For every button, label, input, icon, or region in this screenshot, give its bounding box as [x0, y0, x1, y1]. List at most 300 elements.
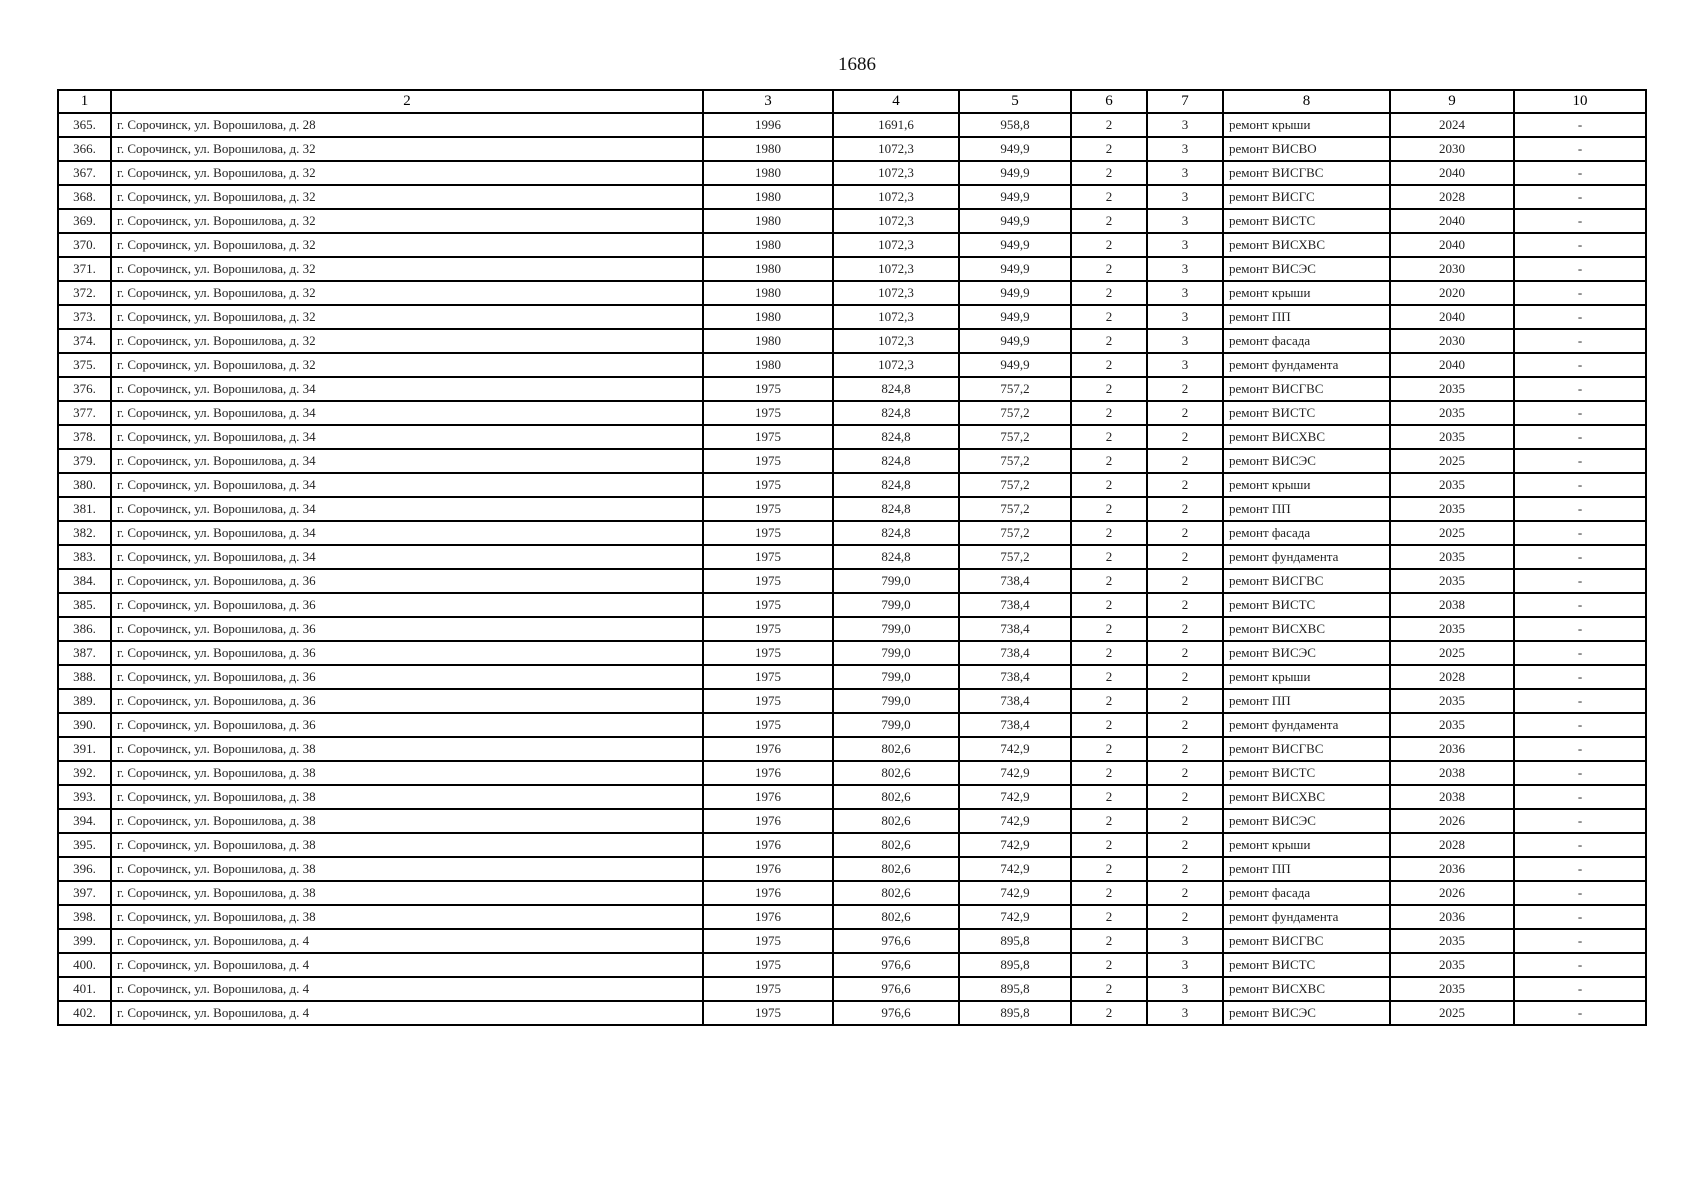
cell-col-6: 2: [1071, 233, 1147, 257]
cell-year-built: 1996: [703, 113, 833, 137]
cell-col-10: -: [1514, 905, 1646, 929]
cell-work-type: ремонт крыши: [1223, 473, 1390, 497]
cell-year-built: 1975: [703, 425, 833, 449]
cell-row-number: 367.: [58, 161, 111, 185]
cell-total-area: 799,0: [833, 665, 959, 689]
cell-col-10: -: [1514, 929, 1646, 953]
cell-col-6: 2: [1071, 977, 1147, 1001]
cell-col-6: 2: [1071, 785, 1147, 809]
cell-work-type: ремонт ВИСХВС: [1223, 977, 1390, 1001]
cell-living-area: 949,9: [959, 257, 1071, 281]
cell-living-area: 949,9: [959, 137, 1071, 161]
cell-living-area: 949,9: [959, 281, 1071, 305]
cell-planned-year: 2020: [1390, 281, 1514, 305]
cell-col-10: -: [1514, 449, 1646, 473]
cell-living-area: 895,8: [959, 977, 1071, 1001]
cell-address: г. Сорочинск, ул. Ворошилова, д. 32: [111, 209, 703, 233]
cell-address: г. Сорочинск, ул. Ворошилова, д. 34: [111, 545, 703, 569]
cell-planned-year: 2028: [1390, 185, 1514, 209]
table-row: [58, 257, 1646, 281]
table-row: [58, 425, 1646, 449]
cell-planned-year: 2035: [1390, 617, 1514, 641]
cell-total-area: 824,8: [833, 425, 959, 449]
cell-address: г. Сорочинск, ул. Ворошилова, д. 36: [111, 713, 703, 737]
cell-col-7: 3: [1147, 977, 1223, 1001]
cell-address: г. Сорочинск, ул. Ворошилова, д. 34: [111, 401, 703, 425]
cell-address: г. Сорочинск, ул. Ворошилова, д. 38: [111, 785, 703, 809]
cell-planned-year: 2035: [1390, 473, 1514, 497]
cell-col-6: 2: [1071, 737, 1147, 761]
cell-col-6: 2: [1071, 929, 1147, 953]
cell-col-7: 3: [1147, 137, 1223, 161]
cell-work-type: ремонт ВИСТС: [1223, 761, 1390, 785]
column-header-3: 3: [703, 90, 833, 113]
cell-col-10: -: [1514, 857, 1646, 881]
cell-col-7: 2: [1147, 401, 1223, 425]
cell-planned-year: 2035: [1390, 713, 1514, 737]
cell-year-built: 1980: [703, 185, 833, 209]
cell-col-7: 2: [1147, 425, 1223, 449]
cell-work-type: ремонт ВИСТС: [1223, 209, 1390, 233]
cell-year-built: 1976: [703, 809, 833, 833]
cell-total-area: 1691,6: [833, 113, 959, 137]
cell-col-6: 2: [1071, 569, 1147, 593]
cell-work-type: ремонт ПП: [1223, 497, 1390, 521]
cell-year-built: 1976: [703, 881, 833, 905]
cell-living-area: 738,4: [959, 689, 1071, 713]
cell-planned-year: 2025: [1390, 521, 1514, 545]
cell-living-area: 742,9: [959, 737, 1071, 761]
cell-year-built: 1976: [703, 761, 833, 785]
cell-address: г. Сорочинск, ул. Ворошилова, д. 32: [111, 233, 703, 257]
cell-row-number: 380.: [58, 473, 111, 497]
column-header-10: 10: [1514, 90, 1646, 113]
cell-col-6: 2: [1071, 401, 1147, 425]
table-row: [58, 833, 1646, 857]
cell-living-area: 738,4: [959, 713, 1071, 737]
cell-living-area: 895,8: [959, 929, 1071, 953]
cell-total-area: 1072,3: [833, 209, 959, 233]
cell-year-built: 1975: [703, 713, 833, 737]
cell-year-built: 1975: [703, 593, 833, 617]
cell-address: г. Сорочинск, ул. Ворошилова, д. 38: [111, 761, 703, 785]
cell-col-6: 2: [1071, 161, 1147, 185]
cell-work-type: ремонт ВИСГВС: [1223, 737, 1390, 761]
cell-work-type: ремонт ВИСЭС: [1223, 257, 1390, 281]
cell-year-built: 1975: [703, 977, 833, 1001]
cell-living-area: 949,9: [959, 161, 1071, 185]
cell-total-area: 976,6: [833, 977, 959, 1001]
table-row: [58, 905, 1646, 929]
cell-col-10: -: [1514, 713, 1646, 737]
cell-col-7: 3: [1147, 209, 1223, 233]
cell-col-6: 2: [1071, 641, 1147, 665]
cell-col-6: 2: [1071, 689, 1147, 713]
cell-row-number: 392.: [58, 761, 111, 785]
cell-row-number: 369.: [58, 209, 111, 233]
cell-row-number: 390.: [58, 713, 111, 737]
cell-work-type: ремонт ВИСГВС: [1223, 929, 1390, 953]
cell-col-7: 2: [1147, 545, 1223, 569]
table-row: [58, 473, 1646, 497]
cell-address: г. Сорочинск, ул. Ворошилова, д. 4: [111, 929, 703, 953]
cell-total-area: 824,8: [833, 473, 959, 497]
cell-col-7: 2: [1147, 449, 1223, 473]
cell-planned-year: 2030: [1390, 137, 1514, 161]
cell-address: г. Сорочинск, ул. Ворошилова, д. 32: [111, 281, 703, 305]
cell-address: г. Сорочинск, ул. Ворошилова, д. 36: [111, 569, 703, 593]
cell-col-10: -: [1514, 257, 1646, 281]
cell-col-10: -: [1514, 1001, 1646, 1025]
cell-col-7: 2: [1147, 593, 1223, 617]
cell-living-area: 757,2: [959, 449, 1071, 473]
cell-col-7: 2: [1147, 905, 1223, 929]
cell-total-area: 824,8: [833, 497, 959, 521]
cell-address: г. Сорочинск, ул. Ворошилова, д. 32: [111, 305, 703, 329]
table-row: [58, 665, 1646, 689]
cell-col-7: 2: [1147, 881, 1223, 905]
cell-living-area: 949,9: [959, 353, 1071, 377]
cell-col-10: -: [1514, 281, 1646, 305]
cell-col-7: 3: [1147, 353, 1223, 377]
cell-row-number: 374.: [58, 329, 111, 353]
cell-col-7: 2: [1147, 497, 1223, 521]
cell-work-type: ремонт фундамента: [1223, 713, 1390, 737]
cell-planned-year: 2035: [1390, 425, 1514, 449]
cell-row-number: 379.: [58, 449, 111, 473]
cell-total-area: 1072,3: [833, 137, 959, 161]
cell-col-10: -: [1514, 545, 1646, 569]
cell-col-7: 2: [1147, 761, 1223, 785]
cell-year-built: 1975: [703, 689, 833, 713]
cell-total-area: 824,8: [833, 521, 959, 545]
cell-col-6: 2: [1071, 353, 1147, 377]
cell-address: г. Сорочинск, ул. Ворошилова, д. 34: [111, 425, 703, 449]
cell-col-10: -: [1514, 161, 1646, 185]
cell-col-6: 2: [1071, 425, 1147, 449]
cell-living-area: 949,9: [959, 185, 1071, 209]
cell-row-number: 387.: [58, 641, 111, 665]
cell-col-10: -: [1514, 569, 1646, 593]
cell-address: г. Сорочинск, ул. Ворошилова, д. 38: [111, 833, 703, 857]
cell-planned-year: 2038: [1390, 593, 1514, 617]
cell-address: г. Сорочинск, ул. Ворошилова, д. 36: [111, 593, 703, 617]
cell-living-area: 738,4: [959, 617, 1071, 641]
cell-col-7: 3: [1147, 305, 1223, 329]
table-row: [58, 329, 1646, 353]
table-row: [58, 521, 1646, 545]
cell-year-built: 1976: [703, 785, 833, 809]
table-row: [58, 977, 1646, 1001]
cell-living-area: 742,9: [959, 761, 1071, 785]
cell-year-built: 1975: [703, 1001, 833, 1025]
cell-planned-year: 2035: [1390, 689, 1514, 713]
cell-address: г. Сорочинск, ул. Ворошилова, д. 38: [111, 857, 703, 881]
cell-year-built: 1976: [703, 833, 833, 857]
cell-address: г. Сорочинск, ул. Ворошилова, д. 38: [111, 737, 703, 761]
cell-year-built: 1975: [703, 497, 833, 521]
cell-col-7: 3: [1147, 329, 1223, 353]
cell-planned-year: 2035: [1390, 497, 1514, 521]
cell-total-area: 824,8: [833, 545, 959, 569]
cell-col-7: 2: [1147, 785, 1223, 809]
cell-planned-year: 2035: [1390, 545, 1514, 569]
cell-address: г. Сорочинск, ул. Ворошилова, д. 34: [111, 521, 703, 545]
cell-row-number: 384.: [58, 569, 111, 593]
table-row: [58, 497, 1646, 521]
cell-row-number: 400.: [58, 953, 111, 977]
cell-total-area: 799,0: [833, 569, 959, 593]
cell-year-built: 1980: [703, 137, 833, 161]
cell-total-area: 976,6: [833, 929, 959, 953]
cell-planned-year: 2035: [1390, 953, 1514, 977]
cell-planned-year: 2028: [1390, 665, 1514, 689]
cell-year-built: 1980: [703, 329, 833, 353]
cell-col-7: 3: [1147, 233, 1223, 257]
cell-total-area: 802,6: [833, 785, 959, 809]
cell-address: г. Сорочинск, ул. Ворошилова, д. 38: [111, 881, 703, 905]
cell-total-area: 799,0: [833, 689, 959, 713]
cell-total-area: 802,6: [833, 881, 959, 905]
cell-work-type: ремонт ВИСХВС: [1223, 425, 1390, 449]
cell-work-type: ремонт ВИСХВС: [1223, 233, 1390, 257]
cell-planned-year: 2040: [1390, 305, 1514, 329]
cell-planned-year: 2025: [1390, 1001, 1514, 1025]
cell-col-10: -: [1514, 113, 1646, 137]
cell-col-10: -: [1514, 305, 1646, 329]
column-header-2: 2: [111, 90, 703, 113]
cell-col-10: -: [1514, 425, 1646, 449]
cell-living-area: 757,2: [959, 425, 1071, 449]
table-row: [58, 857, 1646, 881]
cell-living-area: 738,4: [959, 593, 1071, 617]
cell-work-type: ремонт ПП: [1223, 857, 1390, 881]
cell-row-number: 370.: [58, 233, 111, 257]
cell-col-7: 2: [1147, 665, 1223, 689]
cell-row-number: 393.: [58, 785, 111, 809]
cell-total-area: 824,8: [833, 449, 959, 473]
table-row: [58, 401, 1646, 425]
cell-planned-year: 2024: [1390, 113, 1514, 137]
cell-work-type: ремонт крыши: [1223, 665, 1390, 689]
cell-work-type: ремонт фундамента: [1223, 545, 1390, 569]
cell-planned-year: 2035: [1390, 401, 1514, 425]
cell-work-type: ремонт фасада: [1223, 521, 1390, 545]
cell-planned-year: 2025: [1390, 641, 1514, 665]
cell-row-number: 389.: [58, 689, 111, 713]
cell-total-area: 976,6: [833, 953, 959, 977]
cell-living-area: 895,8: [959, 1001, 1071, 1025]
cell-col-6: 2: [1071, 329, 1147, 353]
cell-year-built: 1980: [703, 353, 833, 377]
cell-address: г. Сорочинск, ул. Ворошилова, д. 4: [111, 1001, 703, 1025]
cell-col-6: 2: [1071, 713, 1147, 737]
cell-total-area: 802,6: [833, 761, 959, 785]
cell-address: г. Сорочинск, ул. Ворошилова, д. 34: [111, 449, 703, 473]
cell-planned-year: 2035: [1390, 569, 1514, 593]
cell-planned-year: 2036: [1390, 737, 1514, 761]
column-header-7: 7: [1147, 90, 1223, 113]
cell-col-6: 2: [1071, 1001, 1147, 1025]
cell-work-type: ремонт ВИСХВС: [1223, 785, 1390, 809]
cell-address: г. Сорочинск, ул. Ворошилова, д. 32: [111, 329, 703, 353]
cell-year-built: 1980: [703, 305, 833, 329]
cell-living-area: 949,9: [959, 233, 1071, 257]
cell-col-6: 2: [1071, 833, 1147, 857]
cell-total-area: 802,6: [833, 737, 959, 761]
cell-col-10: -: [1514, 953, 1646, 977]
cell-col-10: -: [1514, 209, 1646, 233]
cell-address: г. Сорочинск, ул. Ворошилова, д. 36: [111, 689, 703, 713]
cell-row-number: 388.: [58, 665, 111, 689]
cell-year-built: 1975: [703, 569, 833, 593]
cell-year-built: 1980: [703, 209, 833, 233]
cell-col-10: -: [1514, 833, 1646, 857]
cell-year-built: 1976: [703, 737, 833, 761]
cell-col-7: 2: [1147, 617, 1223, 641]
cell-year-built: 1980: [703, 281, 833, 305]
table-row: [58, 545, 1646, 569]
cell-col-6: 2: [1071, 281, 1147, 305]
table-row: [58, 617, 1646, 641]
cell-year-built: 1975: [703, 641, 833, 665]
cell-col-7: 3: [1147, 281, 1223, 305]
repair-schedule-table: [57, 89, 1647, 1026]
cell-total-area: 802,6: [833, 809, 959, 833]
cell-col-6: 2: [1071, 209, 1147, 233]
cell-planned-year: 2038: [1390, 785, 1514, 809]
cell-row-number: 375.: [58, 353, 111, 377]
cell-row-number: 366.: [58, 137, 111, 161]
cell-total-area: 802,6: [833, 833, 959, 857]
cell-address: г. Сорочинск, ул. Ворошилова, д. 34: [111, 473, 703, 497]
table-row: [58, 281, 1646, 305]
cell-col-7: 2: [1147, 857, 1223, 881]
cell-living-area: 895,8: [959, 953, 1071, 977]
cell-col-6: 2: [1071, 497, 1147, 521]
cell-total-area: 824,8: [833, 401, 959, 425]
cell-planned-year: 2028: [1390, 833, 1514, 857]
cell-row-number: 382.: [58, 521, 111, 545]
cell-year-built: 1980: [703, 257, 833, 281]
cell-work-type: ремонт ВИСТС: [1223, 953, 1390, 977]
cell-col-7: 2: [1147, 833, 1223, 857]
cell-col-10: -: [1514, 809, 1646, 833]
cell-planned-year: 2030: [1390, 329, 1514, 353]
cell-total-area: 1072,3: [833, 161, 959, 185]
cell-year-built: 1975: [703, 929, 833, 953]
cell-col-10: -: [1514, 233, 1646, 257]
cell-total-area: 799,0: [833, 641, 959, 665]
cell-total-area: 802,6: [833, 905, 959, 929]
cell-living-area: 742,9: [959, 785, 1071, 809]
cell-address: г. Сорочинск, ул. Ворошилова, д. 36: [111, 641, 703, 665]
cell-address: г. Сорочинск, ул. Ворошилова, д. 4: [111, 977, 703, 1001]
page-number: 1686: [838, 54, 876, 75]
cell-col-10: -: [1514, 737, 1646, 761]
cell-year-built: 1975: [703, 473, 833, 497]
cell-address: г. Сорочинск, ул. Ворошилова, д. 32: [111, 353, 703, 377]
cell-col-7: 2: [1147, 689, 1223, 713]
cell-address: г. Сорочинск, ул. Ворошилова, д. 32: [111, 185, 703, 209]
cell-col-7: 2: [1147, 713, 1223, 737]
cell-planned-year: 2035: [1390, 377, 1514, 401]
table-row: [58, 137, 1646, 161]
cell-address: г. Сорочинск, ул. Ворошилова, д. 34: [111, 377, 703, 401]
cell-living-area: 757,2: [959, 401, 1071, 425]
cell-total-area: 799,0: [833, 617, 959, 641]
cell-work-type: ремонт ВИСГС: [1223, 185, 1390, 209]
cell-col-6: 2: [1071, 905, 1147, 929]
cell-work-type: ремонт ВИСВО: [1223, 137, 1390, 161]
cell-col-10: -: [1514, 641, 1646, 665]
cell-living-area: 738,4: [959, 641, 1071, 665]
cell-row-number: 378.: [58, 425, 111, 449]
cell-col-6: 2: [1071, 809, 1147, 833]
cell-col-7: 2: [1147, 377, 1223, 401]
cell-row-number: 398.: [58, 905, 111, 929]
cell-living-area: 742,9: [959, 857, 1071, 881]
cell-planned-year: 2040: [1390, 353, 1514, 377]
table-row: [58, 449, 1646, 473]
column-header-4: 4: [833, 90, 959, 113]
column-header-6: 6: [1071, 90, 1147, 113]
cell-col-7: 3: [1147, 953, 1223, 977]
cell-year-built: 1975: [703, 617, 833, 641]
cell-address: г. Сорочинск, ул. Ворошилова, д. 38: [111, 905, 703, 929]
cell-address: г. Сорочинск, ул. Ворошилова, д. 32: [111, 257, 703, 281]
cell-planned-year: 2040: [1390, 161, 1514, 185]
cell-col-10: -: [1514, 881, 1646, 905]
cell-work-type: ремонт фасада: [1223, 881, 1390, 905]
cell-row-number: 385.: [58, 593, 111, 617]
cell-total-area: 1072,3: [833, 305, 959, 329]
cell-total-area: 1072,3: [833, 257, 959, 281]
cell-col-6: 2: [1071, 761, 1147, 785]
cell-col-7: 3: [1147, 257, 1223, 281]
cell-col-6: 2: [1071, 881, 1147, 905]
cell-total-area: 1072,3: [833, 329, 959, 353]
cell-col-6: 2: [1071, 545, 1147, 569]
table-row: [58, 569, 1646, 593]
cell-col-7: 2: [1147, 473, 1223, 497]
cell-row-number: 401.: [58, 977, 111, 1001]
table-row: [58, 785, 1646, 809]
cell-year-built: 1980: [703, 233, 833, 257]
cell-year-built: 1980: [703, 161, 833, 185]
cell-year-built: 1976: [703, 857, 833, 881]
cell-col-7: 3: [1147, 929, 1223, 953]
cell-row-number: 396.: [58, 857, 111, 881]
table-row: [58, 353, 1646, 377]
table-row: [58, 377, 1646, 401]
cell-col-6: 2: [1071, 593, 1147, 617]
cell-living-area: 949,9: [959, 305, 1071, 329]
cell-work-type: ремонт ВИСГВС: [1223, 569, 1390, 593]
column-header-9: 9: [1390, 90, 1514, 113]
cell-col-7: 2: [1147, 641, 1223, 665]
cell-col-10: -: [1514, 617, 1646, 641]
table-row: [58, 593, 1646, 617]
table-row: [58, 689, 1646, 713]
cell-col-6: 2: [1071, 665, 1147, 689]
cell-work-type: ремонт ВИСТС: [1223, 593, 1390, 617]
cell-col-10: -: [1514, 977, 1646, 1001]
cell-living-area: 757,2: [959, 377, 1071, 401]
cell-living-area: 958,8: [959, 113, 1071, 137]
cell-work-type: ремонт ВИСЭС: [1223, 1001, 1390, 1025]
cell-work-type: ремонт крыши: [1223, 281, 1390, 305]
